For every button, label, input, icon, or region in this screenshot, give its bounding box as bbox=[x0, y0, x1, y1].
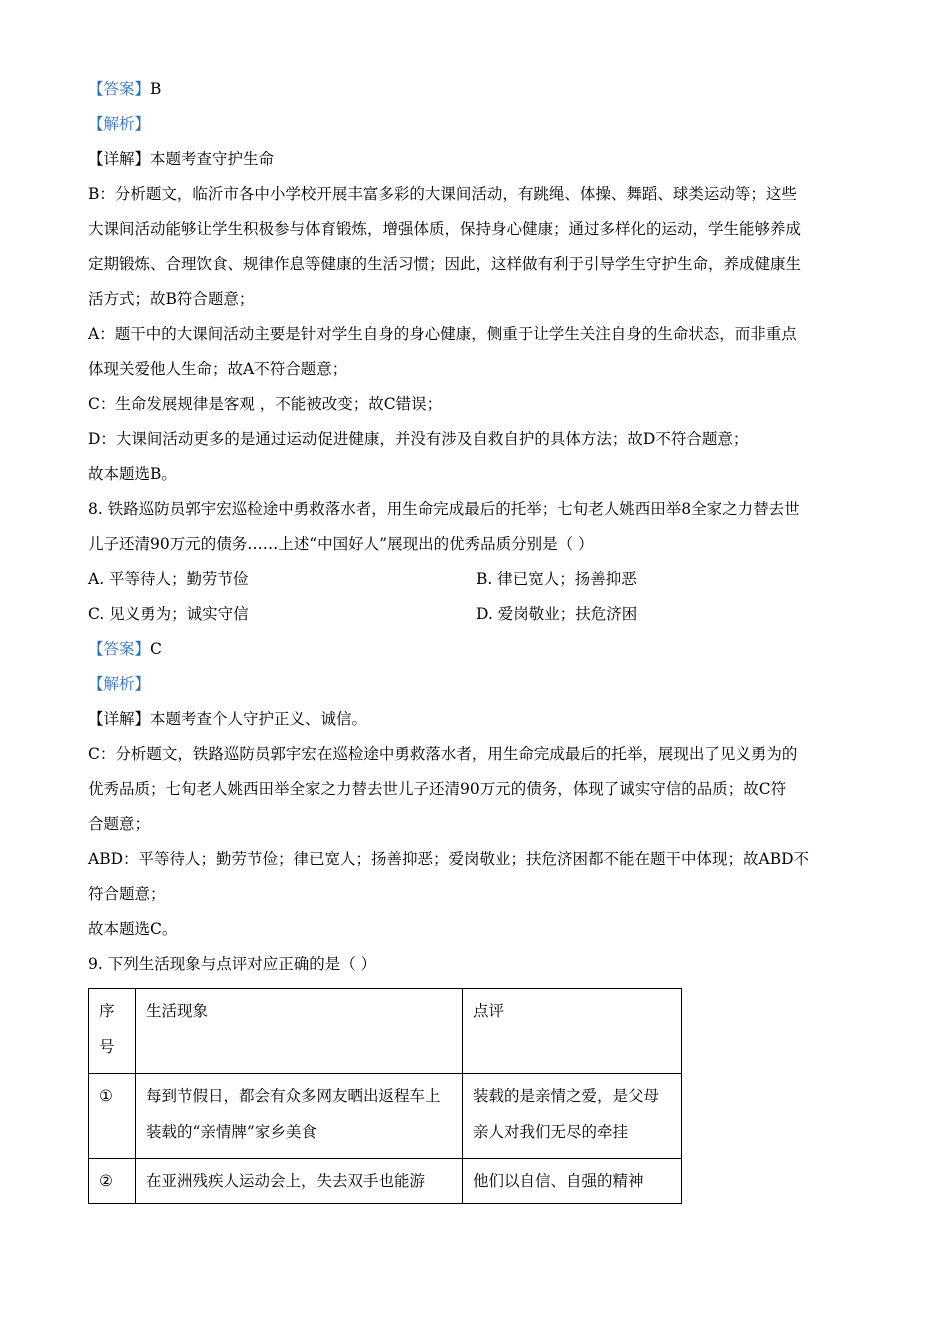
option-a: A. 平等待人；勤劳节俭 bbox=[88, 570, 249, 588]
table-cell: 装载的是亲情之爱，是父母亲人对我们无尽的牵挂 bbox=[463, 1074, 682, 1159]
q7-answer bbox=[88, 72, 868, 107]
answer-label: 【答案】 bbox=[88, 80, 151, 98]
answer-value: B bbox=[150, 80, 162, 98]
detail-label: 【详解】 bbox=[88, 710, 151, 728]
q8-detail bbox=[88, 702, 868, 737]
option-d: D. 爱岗敬业；扶危济困 bbox=[476, 605, 638, 623]
q7-line: 大课间活动能够让学生积极参与体育锻炼，增强体质，保持身心健康；通过多样化的运动，学生能够养成 bbox=[88, 220, 802, 238]
table-cell: 每到节假日，都会有众多网友晒出返程车上装载的“亲情牌”家乡美食 bbox=[136, 1074, 463, 1159]
q7-line: D：大课间活动更多的是通过运动促进健康，并没有涉及自救自护的具体方法；故D不符合题意； bbox=[88, 430, 749, 448]
q7-line: A：题干中的大课间活动主要是针对学生自身的身心健康，侧重于让学生关注自身的生命状态，而非重点 bbox=[88, 325, 797, 343]
detail-label: 【详解】 bbox=[88, 150, 151, 168]
q8-line: 符合题意； bbox=[88, 885, 166, 903]
q7-analysis-label: 【解析】 bbox=[88, 115, 151, 133]
q8-line: C：分析题文，铁路巡防员郭宇宏在巡检途中勇救落水者，用生命完成最后的托举，展现出了见义勇为的 bbox=[88, 745, 798, 763]
q8-line: 合题意； bbox=[88, 815, 151, 833]
q8-stem: 儿子还清90万元的债务……上述“中国好人”展现出的优秀品质分别是（ ） bbox=[88, 535, 594, 553]
option-b: B. 律已宽人；扬善抑恶 bbox=[476, 570, 637, 588]
table-cell: 他们以自信、自强的精神 bbox=[463, 1159, 682, 1204]
q7-line: 定期锻炼、合理饮食、规律作息等健康的生活习惯；因此，这样做有利于引导学生守护生命，养成健康生 bbox=[88, 255, 802, 273]
q8-analysis-label: 【解析】 bbox=[88, 675, 151, 693]
q7-line: B：分析题文，临沂市各中小学校开展丰富多彩的大课间活动，有跳绳、体操、舞蹈、球类运动等；这些 bbox=[88, 185, 797, 203]
q7-line: C：生命发展规律是客观 ，不能被改变；故C错误； bbox=[88, 395, 443, 413]
q7-detail bbox=[88, 142, 868, 177]
answer-value: C bbox=[150, 640, 162, 658]
q8-line: 优秀品质；七旬老人姚西田举全家之力替去世儿子还清90万元的债务，体现了诚实守信的品质；故C符 bbox=[88, 780, 787, 798]
header-cell: 生活现象 bbox=[136, 989, 463, 1074]
q8-line: ABD：平等待人；勤劳节俭；律已宽人；扬善抑恶；爱岗敬业；扶危济困都不能在题干中体现；故ABD不 bbox=[88, 850, 810, 868]
q8-answer bbox=[88, 632, 868, 667]
table-cell: ① bbox=[89, 1074, 136, 1159]
q9-stem: 9. 下列生活现象与点评对应正确的是（ ） bbox=[88, 955, 377, 973]
table-header-row bbox=[89, 989, 682, 1074]
header-cell: 点评 bbox=[463, 989, 682, 1074]
header-cell: 序号 bbox=[89, 989, 136, 1074]
table-cell: ② bbox=[89, 1159, 136, 1204]
answer-label: 【答案】 bbox=[88, 640, 151, 658]
table-cell: 在亚洲残疾人运动会上，失去双手也能游 bbox=[136, 1159, 463, 1204]
detail-text: 本题考查守护生命 bbox=[150, 150, 275, 168]
q8-options-row bbox=[88, 562, 868, 597]
table-row bbox=[89, 1074, 682, 1159]
option-c: C. 见义勇为；诚实守信 bbox=[88, 605, 249, 623]
q7-line: 体现关爱他人生命；故A不符合题意； bbox=[88, 360, 348, 378]
table-row bbox=[89, 1159, 682, 1204]
q7-line: 故本题选B。 bbox=[88, 465, 177, 483]
q7-line: 活方式；故B符合题意； bbox=[88, 290, 255, 308]
q8-line: 故本题选C。 bbox=[88, 920, 178, 938]
document-page bbox=[88, 72, 868, 1204]
q8-stem: 8. 铁路巡防员郭宇宏巡检途中勇救落水者，用生命完成最后的托举；七旬老人姚西田举8全家之力替去世 bbox=[88, 500, 800, 518]
q8-options-row bbox=[88, 597, 868, 632]
detail-text: 本题考查个人守护正义、诚信。 bbox=[150, 710, 368, 728]
q9-table bbox=[88, 988, 682, 1204]
